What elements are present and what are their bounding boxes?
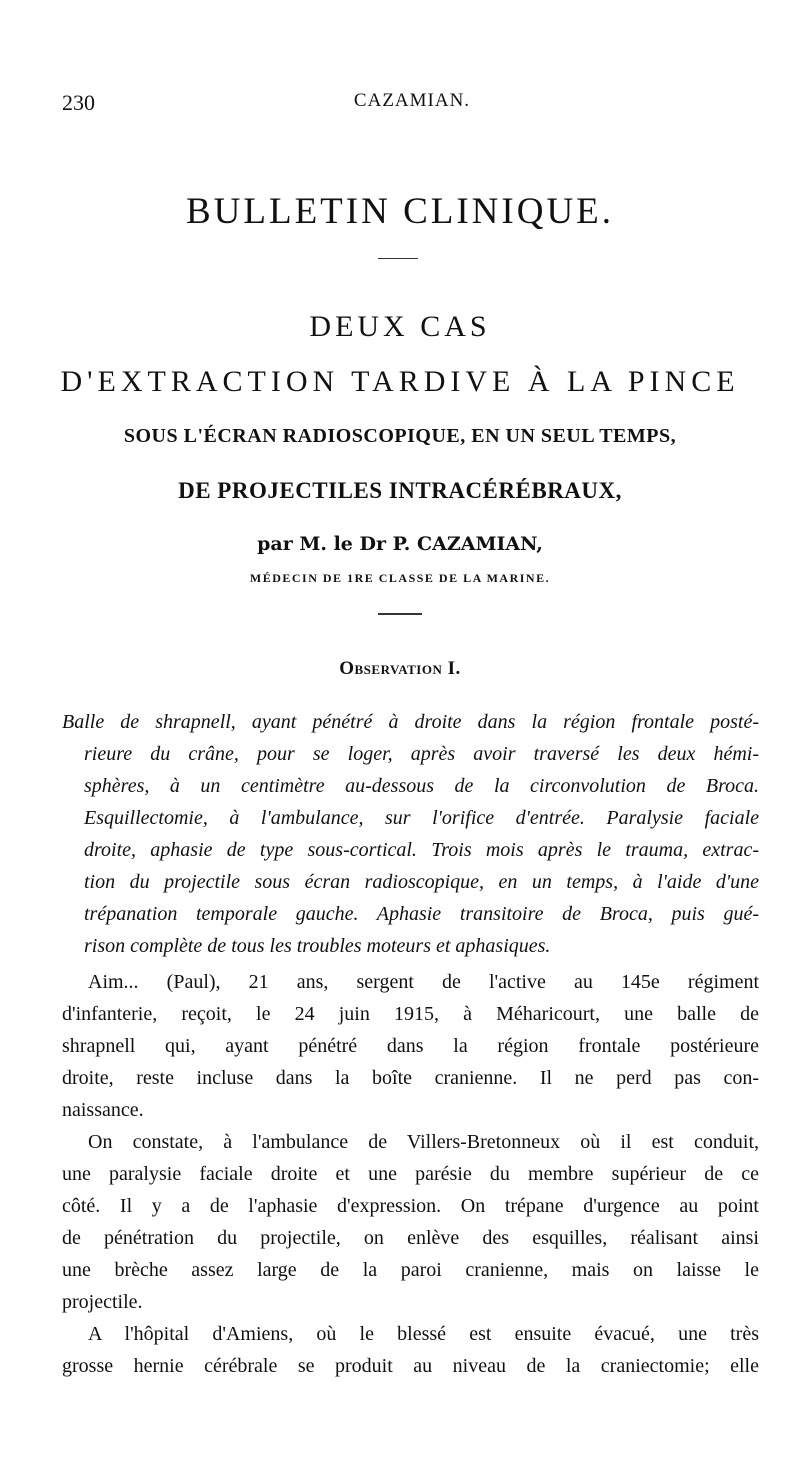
article-title-line-4: DE PROJECTILES INTRACÉRÉBRAUX, (178, 478, 622, 503)
abstract-line: sphères, à un centimètre au-dessous de la circonvolution de Broca. (84, 775, 759, 797)
abstract-line: Esquillectomie, à l'ambulance, sur l'orifice d'entrée. Paralysie faciale (84, 807, 759, 829)
body-line: de pénétration du projectile, on enlève des esquilles, réalisant ainsi (62, 1227, 759, 1249)
section-title: BULLETIN CLINIQUE. (185, 191, 615, 232)
body-line: projectile. (62, 1291, 143, 1313)
body-line: d'infanterie, reçoit, le 24 juin 1915, à Méharicourt, une balle de (62, 1003, 759, 1025)
article-title-line-1: DEUX CAS (309, 310, 491, 343)
page-header (62, 90, 762, 120)
body-line: Aim... (Paul), 21 ans, sergent de l'active au 145e régiment (88, 971, 759, 993)
author-affiliation: MÉDECIN DE 1RE CLASSE DE LA MARINE. (249, 571, 551, 585)
body-line: une paralysie faciale droite et une parésie du membre supérieur de ce (62, 1163, 759, 1185)
body-line: A l'hôpital d'Amiens, où le blessé est ensuite évacué, une très (88, 1323, 759, 1345)
body-line: une brèche assez large de la paroi cranienne, mais on laisse le (62, 1259, 759, 1281)
body-line: côté. Il y a de l'aphasie d'expression. On trépane d'urgence au point (62, 1195, 759, 1217)
body-line: On constate, à l'ambulance de Villers-Bretonneux où il est conduit, (88, 1131, 759, 1153)
body-line: droite, reste incluse dans la boîte cranienne. Il ne perd pas con- (62, 1067, 759, 1089)
observation-heading: Observation I. (339, 658, 461, 679)
body-line: naissance. (62, 1099, 144, 1121)
abstract-line: trépanation temporale gauche. Aphasie transitoire de Broca, puis gué- (84, 903, 759, 925)
article-title-line-2: D'EXTRACTION TARDIVE À LA PINCE (60, 365, 740, 398)
abstract-line: tion du projectile sous écran radioscopique, en un temps, à l'aide d'une (84, 871, 759, 893)
page-number: 230 (62, 90, 95, 115)
abstract-line: rison complète de tous les troubles moteurs et aphasiques. (84, 935, 551, 957)
byline-divider (378, 613, 422, 615)
author-byline: par M. le Dr P. CAZAMIAN, (257, 533, 543, 555)
abstract-line: droite, aphasie de type sous-cortical. Trois mois après le trauma, extrac- (84, 839, 759, 861)
body-line: shrapnell qui, ayant pénétré dans la région frontale postérieure (62, 1035, 759, 1057)
abstract-line: Balle de shrapnell, ayant pénétré à droite dans la région frontale posté- (62, 711, 759, 733)
abstract-line: rieure du crâne, pour se loger, après avoir traversé les deux hémi- (84, 743, 759, 765)
body-line: grosse hernie cérébrale se produit au niveau de la craniectomie; elle (62, 1355, 759, 1377)
running-head: CAZAMIAN. (353, 90, 471, 111)
title-divider (378, 258, 418, 259)
article-title-line-3: SOUS L'ÉCRAN RADIOSCOPIQUE, EN UN SEUL TEMPS, (123, 425, 677, 447)
